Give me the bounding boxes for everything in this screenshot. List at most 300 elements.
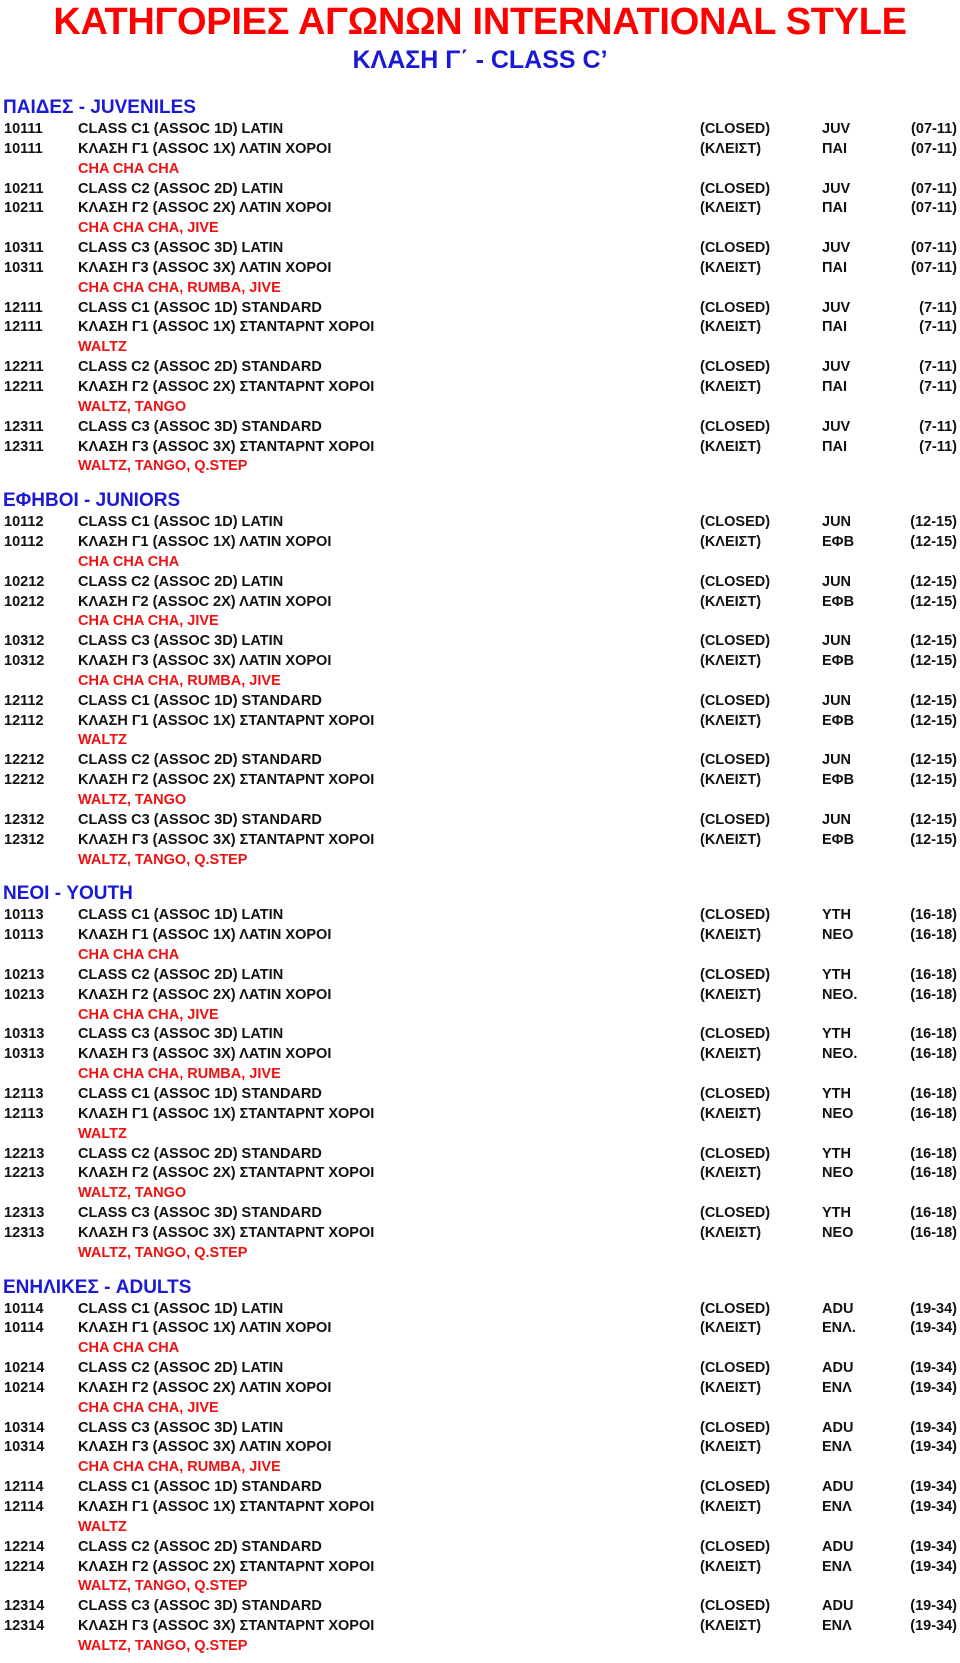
age-range: (12-15): [910, 712, 957, 729]
age-code: ΕΦΒ: [822, 653, 855, 670]
category-group: [0, 1145, 960, 1205]
age-range: (12-15): [910, 653, 957, 670]
category-row: [0, 1379, 960, 1399]
category-name: ΚΛΑΣΗ Γ3 (ASSOC 3X) ΛΑΤΙΝ ΧΟΡΟΙ: [78, 653, 332, 670]
age-section: [0, 489, 960, 870]
age-code: ΠΑΙ: [822, 438, 847, 455]
age-code: ΕΦΒ: [822, 831, 855, 848]
category-row: [0, 1359, 960, 1379]
category-status: (ΚΛΕΙΣΤ): [700, 1165, 762, 1182]
category-group: [0, 1478, 960, 1538]
category-row: [0, 811, 960, 831]
age-range: (16-18): [910, 1205, 957, 1222]
category-name: CLASS C2 (ASSOC 2D) LATIN: [78, 966, 284, 983]
category-group: [0, 1204, 960, 1264]
age-code: ADU: [822, 1479, 854, 1496]
category-code: 10114: [4, 1300, 44, 1317]
category-group: [0, 418, 960, 478]
category-row: [0, 1597, 960, 1617]
dance-list: WALTZ, TANGO, Q.STEP: [78, 1578, 248, 1595]
category-name: CLASS C1 (ASSOC 1D) LATIN: [78, 1300, 284, 1317]
category-name: ΚΛΑΣΗ Γ2 (ASSOC 2X) ΛΑΤΙΝ ΧΟΡΟΙ: [78, 200, 332, 217]
age-range: (07-11): [911, 140, 957, 157]
category-status: (CLOSED): [700, 1205, 771, 1222]
age-code: ΕΝΛ: [822, 1618, 852, 1635]
age-code: ΕΝΛ: [822, 1379, 852, 1396]
category-group: [0, 692, 960, 752]
category-status: (ΚΛΕΙΣΤ): [700, 1046, 762, 1063]
age-range: (16-18): [910, 1145, 957, 1162]
age-range: (19-34): [910, 1419, 957, 1436]
category-code: 10312: [4, 653, 45, 670]
category-name: CLASS C3 (ASSOC 3D) STANDARD: [78, 1205, 322, 1222]
category-status: (CLOSED): [700, 1300, 771, 1317]
category-code: 12212: [4, 772, 45, 789]
age-range: (19-34): [910, 1558, 957, 1575]
category-code: 10314: [4, 1419, 45, 1436]
dance-list: WALTZ: [78, 1125, 127, 1142]
category-row: [0, 986, 960, 1006]
category-status: (CLOSED): [700, 1419, 771, 1436]
category-code: 12114: [4, 1499, 44, 1515]
dance-list: WALTZ, TANGO, Q.STEP: [78, 458, 248, 475]
category-name: ΚΛΑΣΗ Γ2 (ASSOC 2X) ΛΑΤΙΝ ΧΟΡΟΙ: [78, 593, 332, 610]
category-status: (ΚΛΕΙΣΤ): [700, 378, 762, 395]
category-row: [0, 1025, 960, 1045]
category-status: (CLOSED): [700, 121, 771, 137]
category-code: 10313: [4, 1026, 45, 1043]
dance-list: CHA CHA CHA, JIVE: [78, 1399, 219, 1416]
category-row: [0, 966, 960, 986]
age-range: (19-34): [910, 1538, 957, 1555]
age-range: (19-34): [910, 1479, 957, 1496]
age-code: ΕΦΒ: [822, 712, 855, 729]
age-section: [0, 96, 960, 477]
category-row: [0, 239, 960, 259]
category-row: [0, 259, 960, 279]
category-code: 12113: [4, 1105, 44, 1122]
age-range: (19-34): [910, 1300, 957, 1317]
category-row: [0, 1145, 960, 1165]
dance-list: CHA CHA CHA, JIVE: [78, 1006, 219, 1023]
dance-list: WALTZ, TANGO, Q.STEP: [78, 1637, 248, 1654]
category-row: [0, 1085, 960, 1105]
category-code: 10213: [4, 986, 45, 1003]
age-code: JUV: [822, 299, 851, 316]
category-sections: [0, 96, 960, 1657]
dance-list: CHA CHA CHA, RUMBA, JIVE: [78, 1459, 281, 1476]
category-group: [0, 811, 960, 871]
category-code: 10214: [4, 1360, 45, 1377]
age-range: (19-34): [910, 1618, 957, 1635]
category-status: (ΚΛΕΙΣΤ): [700, 1439, 762, 1456]
age-code: ΝΕΟ.: [822, 1046, 858, 1063]
age-range: (19-34): [910, 1598, 957, 1615]
category-row: [0, 926, 960, 946]
age-range: (12-15): [910, 772, 957, 789]
age-range: (12-15): [910, 811, 957, 828]
age-code: ADU: [822, 1300, 854, 1317]
category-status: (CLOSED): [700, 811, 771, 828]
category-code: 10111: [4, 121, 43, 137]
category-row: [0, 692, 960, 712]
category-status: (CLOSED): [700, 1085, 771, 1102]
category-code: 12314: [4, 1598, 45, 1615]
age-code: JUN: [822, 514, 852, 531]
age-range: (07-11): [911, 240, 957, 257]
category-name: ΚΛΑΣΗ Γ3 (ASSOC 3X) ΣΤΑΝΤΑΡΝΤ ΧΟΡΟΙ: [78, 1224, 375, 1241]
dance-list: CHA CHA CHA, RUMBA, JIVE: [78, 1066, 281, 1083]
category-name: CLASS C3 (ASSOC 3D) LATIN: [78, 1419, 284, 1436]
category-name: ΚΛΑΣΗ Γ1 (ASSOC 1X) ΣΤΑΝΤΑΡΝΤ ΧΟΡΟΙ: [78, 712, 375, 729]
category-code: 10311: [4, 259, 44, 276]
category-row: [0, 513, 960, 533]
dance-list: CHA CHA CHA: [78, 1340, 180, 1357]
age-code: ΝΕΟ: [822, 1224, 854, 1241]
category-name: CLASS C2 (ASSOC 2D) STANDARD: [78, 1145, 322, 1162]
category-name: CLASS C3 (ASSOC 3D) LATIN: [78, 1026, 284, 1043]
category-code: 12311: [4, 418, 44, 435]
age-range: (12-15): [910, 514, 957, 531]
category-status: (CLOSED): [700, 299, 771, 316]
age-range: (16-18): [910, 907, 957, 924]
category-code: 12211: [4, 359, 44, 376]
age-code: JUN: [822, 811, 852, 828]
category-group: [0, 573, 960, 633]
category-row: [0, 712, 960, 732]
category-name: CLASS C1 (ASSOC 1D) STANDARD: [78, 1479, 322, 1496]
category-name: ΚΛΑΣΗ Γ2 (ASSOC 2X) ΛΑΤΙΝ ΧΟΡΟΙ: [78, 986, 332, 1003]
category-code: 10212: [4, 593, 45, 610]
age-code: ADU: [822, 1419, 854, 1436]
category-status: (ΚΛΕΙΣΤ): [700, 1618, 762, 1635]
category-name: ΚΛΑΣΗ Γ2 (ASSOC 2X) ΣΤΑΝΤΑΡΝΤ ΧΟΡΟΙ: [78, 772, 375, 789]
age-code: ΕΝΛ: [822, 1558, 852, 1575]
document-title: ΚΑΤΗΓΟΡΙΕΣ ΑΓΩΝΩΝ INTERNATIONAL STYLE: [53, 1, 907, 43]
category-status: (ΚΛΕΙΣΤ): [700, 927, 762, 944]
age-range: (16-18): [910, 1165, 957, 1182]
category-name: CLASS C3 (ASSOC 3D) STANDARD: [78, 418, 322, 435]
age-code: ΕΦΒ: [822, 772, 855, 789]
age-range: (16-18): [910, 986, 957, 1003]
age-code: ΝΕΟ: [822, 1105, 854, 1122]
age-code: ΠΑΙ: [822, 319, 847, 336]
age-code: YTH: [822, 966, 851, 983]
category-status: (ΚΛΕΙΣΤ): [700, 1105, 762, 1122]
category-row: [0, 1300, 960, 1320]
category-name: CLASS C3 (ASSOC 3D) LATIN: [78, 633, 284, 650]
category-row: [0, 906, 960, 926]
dance-list: WALTZ: [78, 1518, 127, 1535]
section-title: ΕΦΗΒΟΙ - JUNIORS: [3, 490, 181, 512]
age-code: ADU: [822, 1360, 854, 1377]
age-range: (16-18): [910, 1224, 957, 1241]
dance-list: WALTZ: [78, 732, 127, 749]
category-name: CLASS C1 (ASSOC 1D) STANDARD: [78, 692, 322, 709]
age-range: (07-11): [911, 180, 957, 197]
age-range: (19-34): [910, 1499, 957, 1515]
category-name: CLASS C1 (ASSOC 1D) STANDARD: [78, 1085, 322, 1102]
category-row: [0, 751, 960, 771]
category-row: [0, 438, 960, 458]
age-code: ΕΝΛ.: [822, 1320, 856, 1337]
category-code: 10212: [4, 573, 45, 590]
category-name: CLASS C3 (ASSOC 3D) STANDARD: [78, 811, 322, 828]
category-status: (CLOSED): [700, 1145, 771, 1162]
category-group: [0, 966, 960, 1026]
age-range: (12-15): [910, 831, 957, 848]
age-code: JUN: [822, 573, 852, 590]
dance-list: CHA CHA CHA: [78, 947, 180, 964]
dance-list: WALTZ, TANGO, Q.STEP: [78, 1244, 248, 1261]
category-status: (ΚΛΕΙΣΤ): [700, 1558, 762, 1575]
category-code: 12213: [4, 1145, 45, 1162]
category-row: [0, 1617, 960, 1637]
age-code: JUV: [822, 121, 851, 137]
category-row: [0, 1319, 960, 1339]
category-status: (ΚΛΕΙΣΤ): [700, 319, 762, 336]
category-row: [0, 1478, 960, 1498]
category-code: 12214: [4, 1558, 45, 1575]
category-code: 12312: [4, 811, 45, 828]
age-range: (19-34): [910, 1379, 957, 1396]
category-row: [0, 318, 960, 338]
category-code: 12114: [4, 1479, 44, 1496]
dance-list: WALTZ, TANGO: [78, 398, 187, 415]
category-code: 10211: [4, 200, 44, 217]
age-range: (7-11): [919, 418, 957, 435]
category-status: (CLOSED): [700, 573, 771, 590]
category-row: [0, 632, 960, 652]
category-status: (ΚΛΕΙΣΤ): [700, 986, 762, 1003]
category-group: [0, 1025, 960, 1085]
category-row: [0, 1204, 960, 1224]
category-name: ΚΛΑΣΗ Γ1 (ASSOC 1X) ΛΑΤΙΝ ΧΟΡΟΙ: [78, 927, 332, 944]
category-status: (CLOSED): [700, 1360, 771, 1377]
category-name: ΚΛΑΣΗ Γ1 (ASSOC 1X) ΛΑΤΙΝ ΧΟΡΟΙ: [78, 534, 332, 551]
category-row: [0, 140, 960, 160]
category-name: CLASS C1 (ASSOC 1D) LATIN: [78, 514, 284, 531]
dance-list: CHA CHA CHA, RUMBA, JIVE: [78, 672, 281, 689]
age-range: (19-34): [910, 1360, 957, 1377]
category-name: ΚΛΑΣΗ Γ1 (ASSOC 1X) ΣΤΑΝΤΑΡΝΤ ΧΟΡΟΙ: [78, 1499, 375, 1515]
category-status: (ΚΛΕΙΣΤ): [700, 831, 762, 848]
category-code: 12111: [4, 299, 43, 316]
category-status: (CLOSED): [700, 1538, 771, 1555]
category-row: [0, 593, 960, 613]
category-name: CLASS C2 (ASSOC 2D) LATIN: [78, 1360, 284, 1377]
category-row: [0, 199, 960, 219]
dance-list: CHA CHA CHA, RUMBA, JIVE: [78, 279, 281, 296]
category-name: CLASS C2 (ASSOC 2D) STANDARD: [78, 1538, 322, 1555]
age-code: ΝΕΟ: [822, 927, 854, 944]
category-name: ΚΛΑΣΗ Γ2 (ASSOC 2X) ΛΑΤΙΝ ΧΟΡΟΙ: [78, 1379, 332, 1396]
category-code: 10113: [4, 927, 44, 944]
age-range: (16-18): [910, 1026, 957, 1043]
category-name: ΚΛΑΣΗ Γ3 (ASSOC 3X) ΛΑΤΙΝ ΧΟΡΟΙ: [78, 1046, 332, 1063]
age-range: (19-34): [910, 1320, 957, 1337]
age-range: (12-15): [910, 692, 957, 709]
category-group: [0, 239, 960, 299]
section-spacer: [0, 1264, 960, 1276]
age-range: (7-11): [919, 299, 957, 316]
category-status: (ΚΛΕΙΣΤ): [700, 1224, 762, 1241]
category-name: CLASS C1 (ASSOC 1D) LATIN: [78, 121, 284, 137]
category-name: CLASS C2 (ASSOC 2D) LATIN: [78, 180, 284, 197]
category-code: 10312: [4, 633, 45, 650]
category-code: 12213: [4, 1165, 45, 1182]
category-name: CLASS C2 (ASSOC 2D) STANDARD: [78, 359, 322, 376]
category-row: [0, 533, 960, 553]
age-range: (7-11): [919, 378, 957, 395]
category-name: ΚΛΑΣΗ Γ2 (ASSOC 2X) ΣΤΑΝΤΑΡΝΤ ΧΟΡΟΙ: [78, 1165, 375, 1182]
category-group: [0, 632, 960, 692]
section-title: ΝΕΟΙ - YOUTH: [3, 883, 133, 905]
document-header: [0, 2, 960, 74]
category-status: (CLOSED): [700, 633, 771, 650]
dance-list: WALTZ, TANGO, Q.STEP: [78, 851, 248, 868]
category-name: ΚΛΑΣΗ Γ1 (ASSOC 1X) ΣΤΑΝΤΑΡΝΤ ΧΟΡΟΙ: [78, 1105, 375, 1122]
category-status: (ΚΛΕΙΣΤ): [700, 1499, 762, 1515]
category-status: (CLOSED): [700, 514, 771, 531]
age-code: YTH: [822, 1205, 851, 1222]
age-range: (07-11): [911, 200, 957, 217]
age-code: ADU: [822, 1598, 854, 1615]
age-code: JUN: [822, 633, 852, 650]
age-code: JUV: [822, 240, 851, 257]
category-name: ΚΛΑΣΗ Γ1 (ASSOC 1X) ΛΑΤΙΝ ΧΟΡΟΙ: [78, 140, 332, 157]
category-row: [0, 1164, 960, 1184]
age-code: YTH: [822, 1085, 851, 1102]
category-code: 12112: [4, 712, 44, 729]
category-code: 12311: [4, 438, 44, 455]
category-group: [0, 906, 960, 966]
category-row: [0, 1498, 960, 1518]
category-code: 12113: [4, 1085, 44, 1102]
category-status: (ΚΛΕΙΣΤ): [700, 712, 762, 729]
age-code: ΕΦΒ: [822, 534, 855, 551]
age-range: (07-11): [911, 121, 957, 137]
age-code: JUV: [822, 180, 851, 197]
category-code: 12314: [4, 1618, 45, 1635]
section-title: ΕΝΗΛΙΚΕΣ - ADULTS: [3, 1276, 192, 1298]
category-group: [0, 180, 960, 240]
age-code: ΠΑΙ: [822, 140, 847, 157]
age-code: ADU: [822, 1538, 854, 1555]
age-code: YTH: [822, 1026, 851, 1043]
category-status: (ΚΛΕΙΣΤ): [700, 1379, 762, 1396]
category-status: (ΚΛΕΙΣΤ): [700, 140, 762, 157]
category-row: [0, 299, 960, 319]
age-range: (16-18): [910, 1085, 957, 1102]
category-code: 10111: [4, 140, 43, 157]
category-code: 12313: [4, 1224, 45, 1241]
age-range: (7-11): [919, 319, 957, 336]
category-group: [0, 1085, 960, 1145]
category-group: [0, 1538, 960, 1598]
dance-list: WALTZ: [78, 339, 127, 356]
category-code: 10213: [4, 966, 45, 983]
category-row: [0, 652, 960, 672]
age-range: (16-18): [910, 1105, 957, 1122]
age-code: ΕΝΛ: [822, 1499, 852, 1515]
category-status: (CLOSED): [700, 966, 771, 983]
age-code: ΠΑΙ: [822, 378, 847, 395]
category-status: (CLOSED): [700, 240, 771, 257]
dance-list: CHA CHA CHA: [78, 160, 180, 177]
age-code: JUV: [822, 418, 851, 435]
category-name: ΚΛΑΣΗ Γ3 (ASSOC 3X) ΣΤΑΝΤΑΡΝΤ ΧΟΡΟΙ: [78, 1618, 375, 1635]
category-row: [0, 358, 960, 378]
category-row: [0, 378, 960, 398]
dance-list: WALTZ, TANGO: [78, 792, 187, 808]
age-range: (19-34): [910, 1439, 957, 1456]
age-code: ΕΦΒ: [822, 593, 855, 610]
age-code: JUN: [822, 692, 852, 709]
category-name: CLASS C2 (ASSOC 2D) LATIN: [78, 573, 284, 590]
category-name: CLASS C1 (ASSOC 1D) LATIN: [78, 907, 284, 924]
category-code: 12111: [4, 319, 43, 336]
age-range: (12-15): [910, 534, 957, 551]
age-range: (7-11): [919, 438, 957, 455]
category-group: [0, 1597, 960, 1657]
category-group: [0, 358, 960, 418]
category-code: 10314: [4, 1439, 45, 1456]
category-code: 12211: [4, 378, 44, 395]
dance-list: CHA CHA CHA, JIVE: [78, 613, 219, 630]
category-row: [0, 1538, 960, 1558]
section-spacer: [0, 477, 960, 489]
category-group: [0, 751, 960, 811]
category-row: [0, 1224, 960, 1244]
category-status: (CLOSED): [700, 418, 771, 435]
category-status: (ΚΛΕΙΣΤ): [700, 772, 762, 789]
age-range: (12-15): [910, 593, 957, 610]
category-code: 10313: [4, 1046, 45, 1063]
age-range: (12-15): [910, 573, 957, 590]
category-name: CLASS C3 (ASSOC 3D) LATIN: [78, 240, 284, 257]
category-status: (CLOSED): [700, 1026, 771, 1043]
category-status: (CLOSED): [700, 752, 771, 769]
category-status: (CLOSED): [700, 180, 771, 197]
category-code: 10112: [4, 514, 44, 531]
age-section: [0, 882, 960, 1263]
category-group: [0, 1419, 960, 1479]
category-status: (CLOSED): [700, 692, 771, 709]
age-code: ΝΕΟ: [822, 1165, 854, 1182]
category-row: [0, 1045, 960, 1065]
dance-list: WALTZ, TANGO: [78, 1185, 187, 1202]
category-name: ΚΛΑΣΗ Γ3 (ASSOC 3X) ΣΤΑΝΤΑΡΝΤ ΧΟΡΟΙ: [78, 438, 375, 455]
category-name: CLASS C3 (ASSOC 3D) STANDARD: [78, 1598, 322, 1615]
category-name: CLASS C2 (ASSOC 2D) STANDARD: [78, 752, 322, 769]
category-code: 10112: [4, 534, 44, 551]
category-name: CLASS C1 (ASSOC 1D) STANDARD: [78, 299, 322, 316]
age-code: ΝΕΟ.: [822, 986, 858, 1003]
age-range: (16-18): [910, 927, 957, 944]
category-code: 10211: [4, 180, 44, 197]
age-code: YTH: [822, 1145, 851, 1162]
category-code: 12313: [4, 1205, 45, 1222]
age-range: (7-11): [919, 359, 957, 376]
category-code: 10114: [4, 1320, 44, 1337]
category-code: 12112: [4, 692, 44, 709]
category-row: [0, 771, 960, 791]
category-status: (CLOSED): [700, 359, 771, 376]
category-group: [0, 513, 960, 573]
category-status: (CLOSED): [700, 1479, 771, 1496]
category-status: (ΚΛΕΙΣΤ): [700, 200, 762, 217]
